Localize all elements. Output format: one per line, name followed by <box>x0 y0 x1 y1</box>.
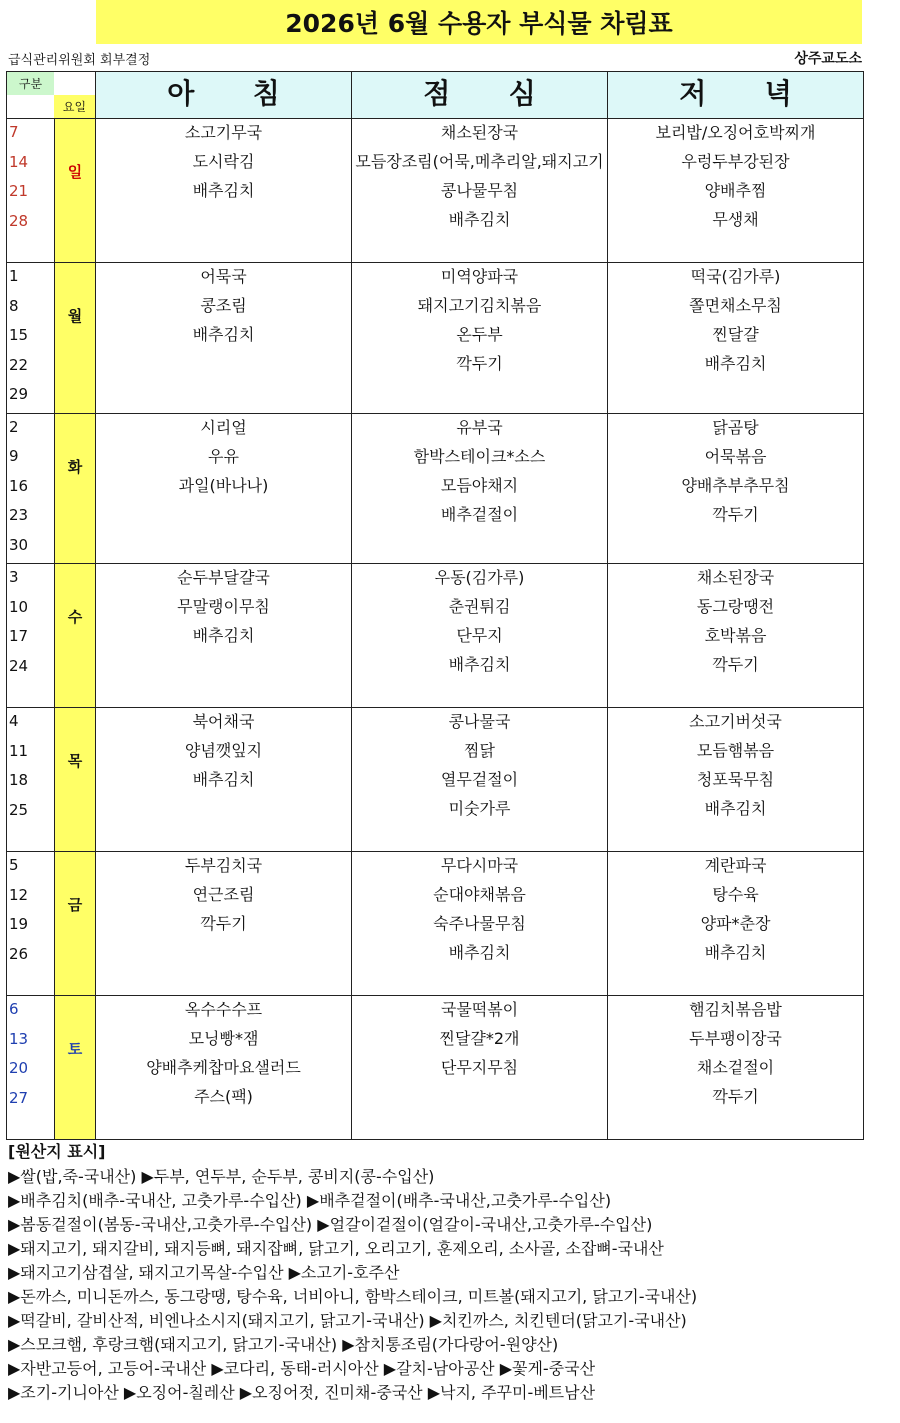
dinner-cell <box>608 119 864 263</box>
weekday-label: 금 <box>67 896 83 914</box>
menu-item: 배추김치 <box>448 210 511 229</box>
date-number: 2 <box>9 417 19 436</box>
date-number: 30 <box>9 535 29 554</box>
date-number: 18 <box>9 771 29 789</box>
dinner-cell <box>608 564 864 708</box>
date-number: 22 <box>9 355 29 374</box>
menu-item: 콩나물국 <box>448 712 511 731</box>
menu-item: 시리얼 <box>200 417 247 437</box>
origin-line: ▶돈까스, 미니돈까스, 동그랑땡, 탕수육, 너비아니, 함박스테이크, 미트볼(돼지고기, 닭고기-국내산) <box>8 1287 698 1306</box>
origin-section <box>8 1140 697 1405</box>
menu-item: 두부팽이장국 <box>689 1029 782 1048</box>
breakfast-cell <box>96 996 352 1140</box>
menu-item: 보리밥/오징어호박찌개 <box>655 123 816 142</box>
menu-item: 도시락김 <box>192 152 255 171</box>
breakfast-cell <box>96 564 352 708</box>
dinner-cell <box>608 708 864 852</box>
weekday-label: 일 <box>67 163 83 181</box>
date-number: 24 <box>9 656 29 675</box>
menu-item: 배추김치 <box>192 325 255 344</box>
lunch-header: 점 심 <box>352 72 608 119</box>
menu-item: 단무지 <box>456 626 503 645</box>
date-number: 14 <box>9 152 29 171</box>
date-number: 23 <box>9 506 29 524</box>
lunch-cell <box>352 708 608 852</box>
dinner-cell <box>608 996 864 1140</box>
day-row <box>7 996 864 1140</box>
date-list <box>7 413 55 564</box>
menu-item: 계란파국 <box>704 856 767 875</box>
gubun-label: 구분 <box>7 72 54 95</box>
lunch-cell <box>352 564 608 708</box>
lunch-cell <box>352 413 608 564</box>
menu-item: 모듬장조림(어묵,메추리알,돼지고기 <box>355 152 604 171</box>
menu-item: 호박볶음 <box>704 626 767 645</box>
menu-item: 순두부달걀국 <box>177 568 270 587</box>
menu-item: 배추김치 <box>704 354 767 373</box>
menu-item: 찜닭 <box>464 741 495 760</box>
dinner-cell <box>608 413 864 564</box>
menu-item: 온두부 <box>456 325 503 344</box>
menu-item: 콩나물무침 <box>440 181 519 200</box>
committee-note: 급식관리위원회 회부결정 <box>8 53 151 68</box>
origin-line: ▶떡갈비, 갈비산적, 비엔나소시지(돼지고기, 닭고기-국내산) ▶치킨까스, 치킨텐더(닭고기-국내산) <box>8 1311 687 1330</box>
menu-item: 채소된장국 <box>440 123 519 142</box>
date-number: 28 <box>9 211 29 230</box>
breakfast-header: 아 침 <box>96 72 352 119</box>
weekday-cell <box>55 263 96 414</box>
date-number: 21 <box>9 182 29 200</box>
menu-table <box>6 71 864 1140</box>
date-number: 26 <box>9 944 29 963</box>
date-number: 19 <box>9 915 29 933</box>
weekday-label: 목 <box>67 752 83 770</box>
menu-item: 우렁두부강된장 <box>681 152 790 171</box>
menu-item: 채소겉절이 <box>696 1058 775 1077</box>
date-number: 9 <box>9 447 19 465</box>
menu-item: 과일(바나나) <box>178 475 269 495</box>
menu-item: 배추김치 <box>192 626 255 645</box>
dinner-cell <box>608 263 864 414</box>
menu-item: 돼지고기김치볶음 <box>417 296 542 315</box>
menu-item: 깍두기 <box>712 655 759 674</box>
menu-item: 배추겉절이 <box>440 504 519 524</box>
date-number: 20 <box>9 1059 29 1077</box>
date-number: 3 <box>9 568 19 586</box>
origin-line: ▶돼지고기, 돼지갈비, 돼지등뼈, 돼지잡뼈, 닭고기, 오리고기, 훈제오리, 소사골, 소잡뼈-국내산 <box>8 1239 664 1258</box>
menu-item: 깍두기 <box>712 504 759 524</box>
date-number: 7 <box>9 123 19 141</box>
day-row <box>7 852 864 996</box>
breakfast-cell <box>96 413 352 564</box>
weekday-label: 토 <box>67 1040 83 1058</box>
menu-item: 양파*춘장 <box>700 914 771 933</box>
date-number: 29 <box>9 385 29 403</box>
origin-line: ▶조기-기니아산 ▶오징어-칠레산 ▶오징어젓, 진미채-중국산 ▶낙지, 주꾸미-베트남산 <box>8 1383 596 1402</box>
menu-item: 양배추부추무침 <box>681 475 790 495</box>
menu-item: 우유 <box>208 446 239 466</box>
date-number: 27 <box>9 1088 29 1107</box>
date-number: 8 <box>9 296 19 315</box>
menu-item: 배추김치 <box>448 943 511 962</box>
weekday-label: 월 <box>67 307 83 325</box>
origin-heading: [원산지 표시] <box>8 1142 106 1161</box>
menu-item: 연근조림 <box>192 885 255 904</box>
menu-item: 어묵국 <box>200 267 247 286</box>
menu-item: 닭곰탕 <box>712 417 759 437</box>
menu-item: 배추김치 <box>192 181 255 200</box>
origin-line: ▶봄동겉절이(봄동-국내산,고춧가루-수입산) ▶얼갈이겉절이(얼갈이-국내산,고춧가루-수입산) <box>8 1215 653 1234</box>
menu-item: 북어채국 <box>192 712 255 731</box>
date-number: 11 <box>9 741 29 760</box>
origin-line: ▶배추김치(배추-국내산, 고춧가루-수입산) ▶배추겉절이(배추-국내산,고춧가루-수입산) <box>8 1191 612 1210</box>
menu-item: 미역양파국 <box>440 267 519 286</box>
date-list <box>7 119 55 263</box>
breakfast-cell <box>96 263 352 414</box>
header-row <box>7 72 864 119</box>
menu-item: 함박스테이크*소스 <box>413 446 546 466</box>
menu-item: 콩조림 <box>200 296 247 315</box>
date-number: 17 <box>9 627 29 645</box>
day-row <box>7 119 864 263</box>
menu-item: 깍두기 <box>456 354 503 373</box>
page-title: 2026년 6월 수용자 부식물 차림표 <box>96 0 862 44</box>
menu-item: 숙주나물무침 <box>433 914 526 933</box>
menu-item: 주스(팩) <box>194 1087 253 1106</box>
menu-item: 떡국(김가루) <box>690 267 781 286</box>
menu-item: 모듬야채지 <box>440 475 519 495</box>
lunch-cell <box>352 119 608 263</box>
origin-line: ▶돼지고기삼겹살, 돼지고기목살-수입산 ▶소고기-호주산 <box>8 1263 400 1282</box>
menu-item: 무생채 <box>712 210 759 229</box>
menu-item: 배추김치 <box>704 799 767 818</box>
breakfast-cell <box>96 708 352 852</box>
date-list <box>7 852 55 996</box>
menu-item: 깍두기 <box>712 1087 759 1106</box>
menu-item: 옥수수수프 <box>184 1000 263 1019</box>
date-number: 4 <box>9 712 19 730</box>
weekday-cell <box>55 119 96 263</box>
menu-item: 어묵볶음 <box>704 446 767 466</box>
menu-item: 소고기버섯국 <box>689 712 782 731</box>
menu-item: 채소된장국 <box>696 568 775 587</box>
menu-item: 청포묵무침 <box>696 770 775 789</box>
menu-item: 우동(김가루) <box>434 568 525 587</box>
breakfast-cell <box>96 852 352 996</box>
weekday-cell <box>55 996 96 1140</box>
date-list <box>7 564 55 708</box>
weekday-cell <box>55 413 96 564</box>
date-list <box>7 996 55 1140</box>
menu-item: 동그랑땡전 <box>696 597 775 616</box>
menu-item: 양배추찜 <box>704 181 767 200</box>
origin-line: ▶쌀(밥,죽-국내산) ▶두부, 연두부, 순두부, 콩비지(콩-수입산) <box>8 1167 435 1186</box>
menu-item: 찐달걀*2개 <box>439 1029 520 1048</box>
weekday-cell <box>55 564 96 708</box>
weekday-cell <box>55 852 96 996</box>
menu-item: 미숫가루 <box>448 799 511 818</box>
institution-name: 상주교도소 <box>794 51 862 67</box>
menu-item: 찐달걀 <box>712 325 759 344</box>
menu-item: 단무지무침 <box>440 1058 519 1077</box>
menu-item: 쫄면채소무침 <box>689 296 782 315</box>
day-row <box>7 263 864 414</box>
date-number: 1 <box>9 267 19 285</box>
date-number: 12 <box>9 885 29 904</box>
menu-item: 무다시마국 <box>440 856 519 875</box>
menu-item: 유부국 <box>456 417 503 437</box>
menu-item: 두부김치국 <box>184 856 263 875</box>
menu-item: 춘권튀김 <box>448 597 511 616</box>
date-list <box>7 708 55 852</box>
weekday-cell <box>55 708 96 852</box>
menu-item: 모닝빵*잼 <box>188 1029 259 1048</box>
date-number: 13 <box>9 1029 29 1048</box>
menu-item: 양념깻잎지 <box>184 741 263 760</box>
menu-item: 깍두기 <box>200 914 247 933</box>
date-number: 16 <box>9 476 29 495</box>
menu-item: 탕수육 <box>712 885 759 904</box>
day-row <box>7 413 864 564</box>
menu-item: 국물떡볶이 <box>440 1000 519 1019</box>
dinner-header: 저 녁 <box>608 72 864 119</box>
date-number: 25 <box>9 800 29 819</box>
menu-item: 열무겉절이 <box>440 770 519 789</box>
lunch-cell <box>352 996 608 1140</box>
breakfast-cell <box>96 119 352 263</box>
menu-item: 배추김치 <box>704 943 767 962</box>
lunch-cell <box>352 263 608 414</box>
date-number: 15 <box>9 326 29 344</box>
header-corner <box>7 72 96 119</box>
origin-line: ▶자반고등어, 고등어-국내산 ▶코다리, 동태-러시아산 ▶갈치-남아공산 ▶꽃게-중국산 <box>8 1359 596 1378</box>
menu-item: 햄김치볶음밥 <box>689 1000 782 1019</box>
yoil-label: 요일 <box>54 95 95 118</box>
weekday-label: 화 <box>67 457 83 476</box>
weekday-label: 수 <box>67 608 83 626</box>
date-list <box>7 263 55 414</box>
menu-item: 배추김치 <box>192 770 255 789</box>
menu-item: 무말랭이무침 <box>177 597 270 616</box>
menu-item: 순대야채볶음 <box>433 885 526 904</box>
dinner-cell <box>608 852 864 996</box>
menu-item: 소고기무국 <box>184 123 263 142</box>
date-number: 6 <box>9 1000 19 1018</box>
origin-line: ▶스모크햄, 후랑크햄(돼지고기, 닭고기-국내산) ▶참치통조림(가다랑어-원양산) <box>8 1335 559 1354</box>
day-row <box>7 564 864 708</box>
lunch-cell <box>352 852 608 996</box>
day-row <box>7 708 864 852</box>
menu-item: 모듬햄볶음 <box>696 741 775 760</box>
menu-item: 양배추케찹마요샐러드 <box>146 1058 301 1077</box>
date-number: 5 <box>9 856 19 874</box>
date-number: 10 <box>9 597 29 616</box>
menu-item: 배추김치 <box>448 655 511 674</box>
